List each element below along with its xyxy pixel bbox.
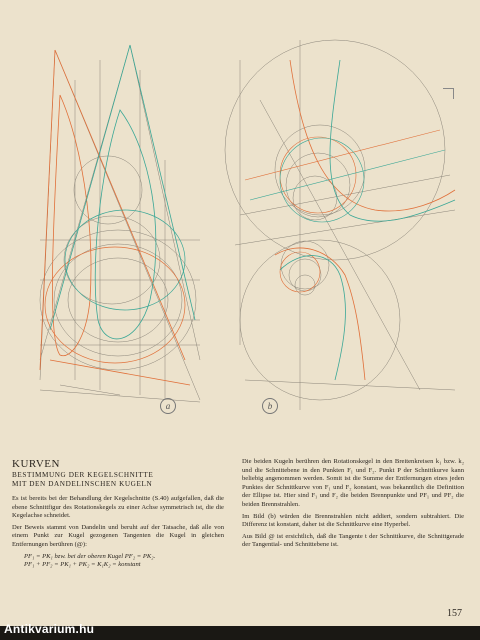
teal-ellipse-section: [95, 110, 156, 339]
construction-line: [40, 390, 200, 402]
formula-line: PF₁ + PF₂ = PK₁ + PK₂ = K₁K₂ = konstant: [24, 561, 141, 569]
figure-b-drawing: [225, 40, 455, 410]
upper-sphere: [74, 156, 142, 224]
teal-hyperbola-branch: [280, 256, 345, 380]
paragraph: Der Beweis stammt von Dandelin und beruht auf der Tatsache, daß alle von einem Punkt zur Kugel gezogenen Tangenten die Kugel in gleichen Entfernungen berühren (@):: [12, 523, 224, 548]
paragraph: Es ist bereits bei der Behandlung der Kegelschnitte (S.40) aufgefallen, daß die ebene Schnittfigur des Rotationskegels zu einer Achse symmetrisch ist, die die Kegelachse schneidet.: [12, 495, 224, 520]
watermark-logo: Antikvarium.hu: [4, 622, 95, 636]
teal-cone-edge: [50, 45, 130, 330]
figure-a-drawing: [40, 45, 200, 402]
page-number: 157: [447, 608, 462, 619]
orange-hyperbola-branch: [290, 60, 455, 211]
paragraph: Aus Bild @ ist ersichtlich, daß die Tangente t der Schnittkurve, die Schnittgerade der Tangential- und Schnittebene ist.: [242, 532, 464, 549]
left-text-column: [12, 458, 224, 570]
right-text-column: [242, 458, 464, 553]
figure-label-a: a: [160, 398, 176, 414]
figure-label-b: b: [262, 398, 278, 414]
paragraph: Im Bild (b) würden die Brennstrahlen nicht addiert, sondern subtrahiert. Die Differenz ist konstant, daher ist die Schnittkurve eine Hyperbel.: [242, 512, 464, 529]
orange-hyperbola-branch: [275, 248, 365, 380]
lower-large-circle: [240, 240, 400, 400]
paragraph: Die beiden Kugeln berühren den Rotationskegel in den Breitenkreisen k₁ bzw. k₂ und die Schnittebene in den Punkten F₁ und F₂. Punkt P der Schnittkurve kann beliebig angenommen werden. Somit ist die Summe der Entfernungen eines jeden Punktes der Schnittkurve von F₁ und F₂ konstant, was bekanntlich die Definition der Ellipse ist. Hier sind F₁ und F₂ die beiden Brennpunkte und PF₁ und PF₂ die beiden Brennstrahlen.: [242, 458, 464, 508]
cone-base-circle: [40, 230, 196, 370]
formula-line: PF₁ = PK₁ bzw. bei der oberen Kugel PF₂ = PK₂.: [24, 552, 156, 560]
section-heading: KURVEN: [12, 458, 60, 470]
large-sphere: [225, 40, 445, 260]
section-subheading-line1: BESTIMMUNG DER KEGELSCHNITTE: [12, 471, 154, 479]
section-subheading-line2: MIT DEN DANDELINSCHEN KUGELN: [12, 480, 153, 488]
